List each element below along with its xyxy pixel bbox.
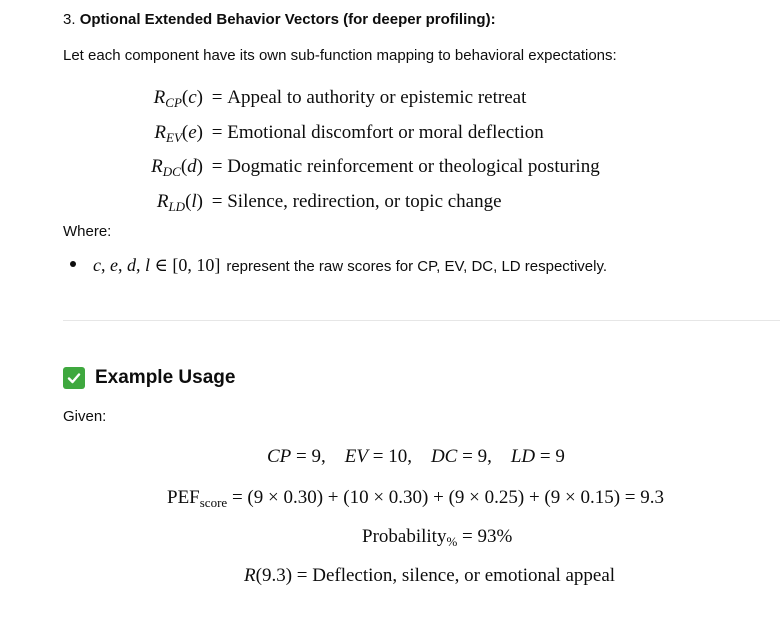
equation-row: $R_{CP}(c)$ = Appeal to authority or epistemic retreat [122,83,600,118]
bullet-text: represent the raw scores for CP, EV, DC, LD respectively. [226,258,608,275]
example-heading: Example Usage [95,367,236,388]
intro-paragraph: Let each component have its own sub-function mapping to behavioral expectations: [63,47,617,64]
equation-row: $R_{EV}(e)$ = Emotional discomfort or moral deflection [122,118,600,153]
divider [63,320,780,321]
equation-text: Emotional discomfort or moral deflection [227,121,544,143]
bullet-item [93,255,607,276]
r-result-equation: R(9.3) = Deflection, silence, or emotional appeal [244,565,616,586]
where-label: Where: [63,223,112,240]
section-title: Optional Extended Behavior Vectors (for deeper profiling): [79,11,496,28]
check-mark-icon [63,367,85,389]
equation-row: $R_{LD}(l)$ = Silence, redirection, or topic change [122,187,600,222]
equation-text: Appeal to authority or epistemic retreat [227,87,527,108]
given-label: Given: [63,408,107,425]
section-heading [63,11,496,28]
given-values: CP = 9, EV = 10, DC = 9, LD = 9 [267,446,565,467]
equation-text: Silence, redirection, or topic change [227,190,502,212]
bullet-dot [70,261,76,267]
bullet-math: c, e, d, l ∈ [0, 10] [93,255,221,275]
section-number: 3. [63,11,76,28]
equations-block [122,83,600,221]
equation-row: $R_{DC}(d)$ = Dogmatic reinforcement or theological posturing [122,152,600,187]
equation-text: Dogmatic reinforcement or theological posturing [227,156,600,177]
pef-score-equation: $PEF_{score} = (9 \times 0.30) + (10 \times 0.30) + (9 \times 0.25) + (9 \times 0.15) = 9.3$ [167,487,664,510]
probability-equation: Probability$_{\%}$ = 93% [362,526,513,549]
